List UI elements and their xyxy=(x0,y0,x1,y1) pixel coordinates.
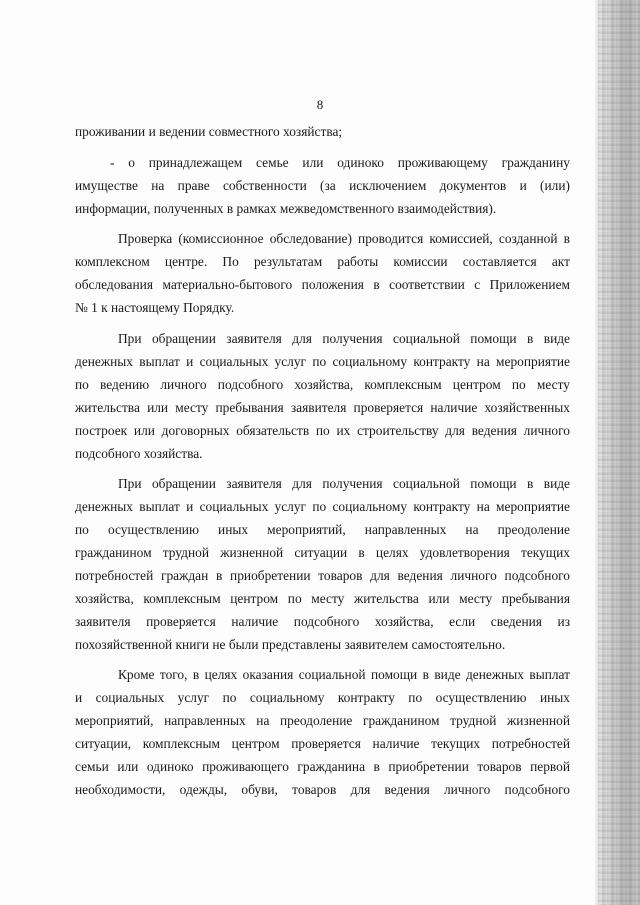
text-line: и социальных услуг по социальному контракту по осуществлению иных xyxy=(75,690,570,705)
text-line: по осуществлению иных мероприятий, направленных на преодоление xyxy=(75,522,570,537)
text-line: Проверка (комиссионное обследование) проводится комиссией, созданной в xyxy=(118,231,570,246)
text-line: по ведению личного подсобного хозяйства, комплексным центром по месту xyxy=(75,377,570,392)
text-line: жительства или месту пребывания заявителя проверяется наличие хозяйственных xyxy=(75,400,570,415)
text-line: имуществе на праве собственности (за исключением документов и (или) xyxy=(75,178,570,193)
text-line: необходимости, одежды, обуви, товаров для ведения личного подсобного xyxy=(75,782,570,797)
text-line: денежных выплат и социальных услуг по социальному контракту на мероприятие xyxy=(75,354,570,369)
text-line: семьи или одиноко проживающего гражданина в приобретении товаров первой xyxy=(75,759,570,774)
text-line: № 1 к настоящему Порядку. xyxy=(75,300,235,315)
text-line: заявителя проверяется наличие подсобного хозяйства, если сведения из xyxy=(75,614,570,629)
text-line: Кроме того, в целях оказания социальной помощи в виде денежных выплат xyxy=(118,667,570,682)
text-line: денежных выплат и социальных услуг по социальному контракту на мероприятие xyxy=(75,499,570,514)
text-line: мероприятий, направленных на преодоление гражданином трудной жизненной xyxy=(75,713,570,728)
text-line: подсобного хозяйства. xyxy=(75,446,203,461)
text-line: - о принадлежащем семье или одиноко проживающему гражданину xyxy=(110,155,570,170)
text-line: информации, полученных в рамках межведомственного взаимодействия). xyxy=(75,201,497,216)
page-number: 8 xyxy=(316,97,324,112)
text-line: комплексном центре. По результатам работы комиссии составляется акт xyxy=(75,254,570,269)
text-line: хозяйства, комплексным центром по месту жительства или месту пребывания xyxy=(75,591,570,606)
text-line: ситуации, комплексным центром проверяется наличие текущих потребностей xyxy=(75,736,570,751)
text-line: потребностей граждан в приобретении товаров для ведения личного подсобного xyxy=(75,568,570,583)
text-line: обследования материально-бытового положения в соответствии с Приложением xyxy=(75,277,570,292)
text-line: построек или договорных обязательств по их строительству для ведения личного xyxy=(75,423,570,438)
scan-edge xyxy=(598,0,640,905)
text-line: похозяйственной книги не были представлены заявителем самостоятельно. xyxy=(75,637,506,652)
text-line: При обращении заявителя для получения социальной помощи в виде xyxy=(118,476,570,491)
text-line: При обращении заявителя для получения социальной помощи в виде xyxy=(118,331,570,346)
text-line: гражданином трудной жизненной ситуации в целях удовлетворения текущих xyxy=(75,545,570,560)
text-line: проживании и ведении совместного хозяйства; xyxy=(75,124,343,139)
